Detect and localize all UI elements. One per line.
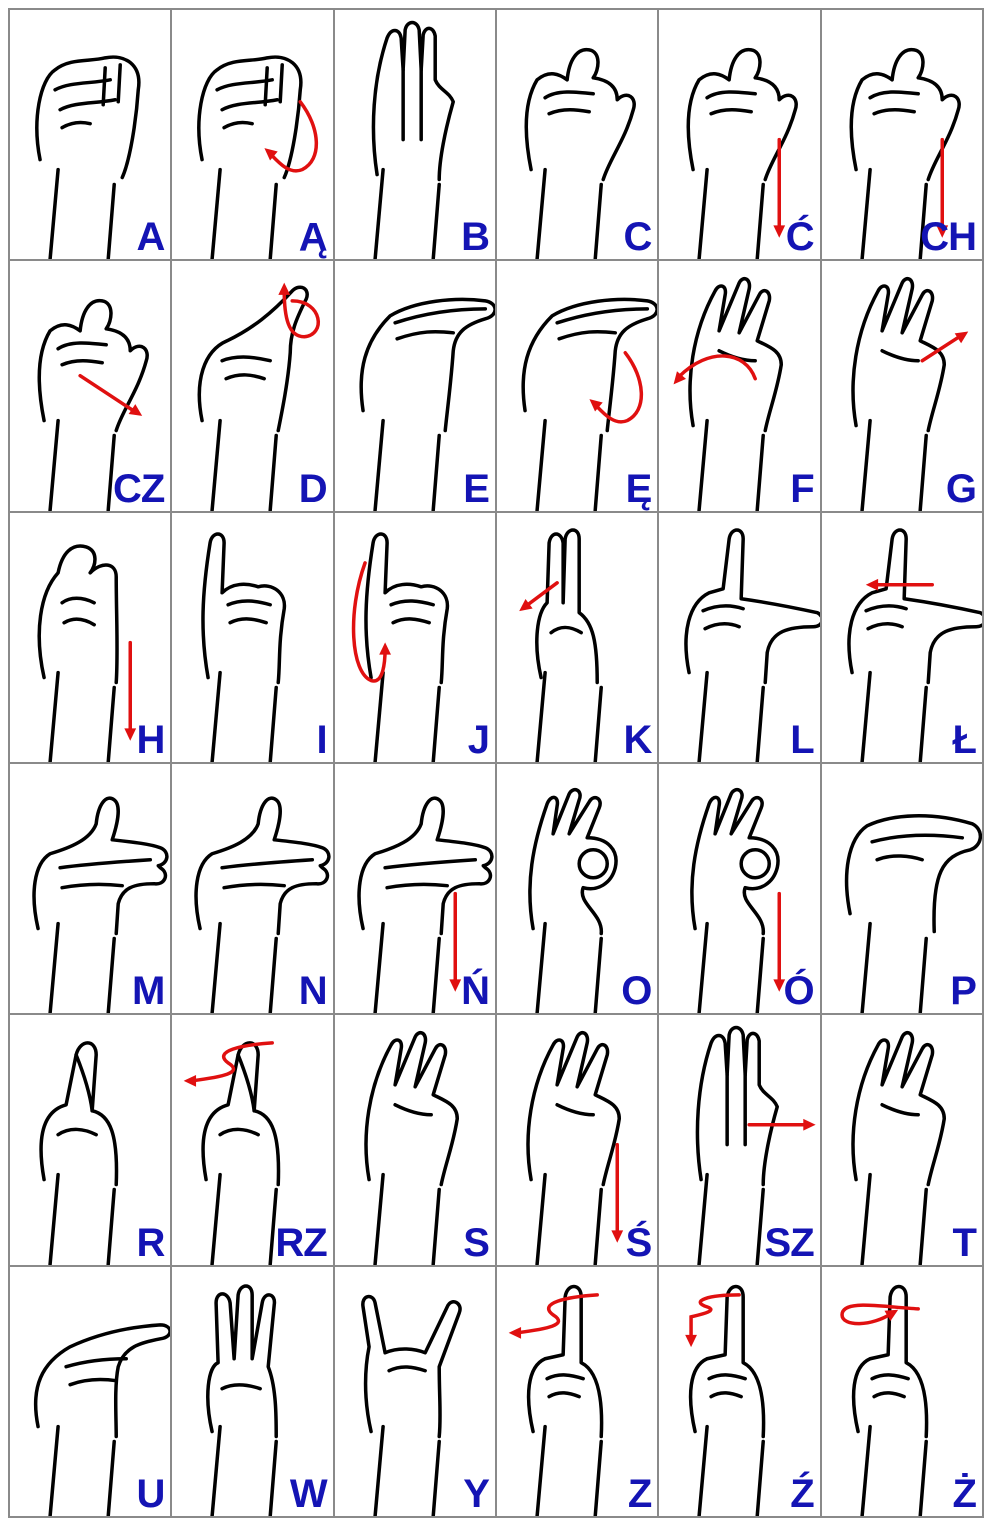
sign-cell (659, 261, 821, 512)
letter-label: Ą (298, 215, 327, 260)
hand-sign-illustration (172, 513, 332, 762)
letter-label: Ź (790, 1471, 814, 1516)
letter-label: N (298, 969, 327, 1014)
sign-cell (172, 513, 334, 764)
letter-label: K (623, 717, 652, 762)
sign-cell (10, 764, 172, 1015)
sign-cell (10, 261, 172, 512)
letter-label: CH (920, 215, 976, 260)
letter-label: Y (463, 1471, 489, 1516)
letter-label: Ń (461, 969, 489, 1014)
sign-cell (822, 513, 984, 764)
sign-cell (335, 10, 497, 261)
sign-cell (497, 764, 659, 1015)
sign-cell (822, 764, 984, 1015)
letter-label: I (316, 717, 327, 762)
letter-label: Ó (783, 969, 814, 1014)
sign-cell (335, 1267, 497, 1518)
sign-cell (172, 1267, 334, 1518)
letter-label: U (136, 1471, 165, 1516)
sign-cell (10, 1267, 172, 1518)
sign-cell (172, 10, 334, 261)
sign-cell (10, 10, 172, 261)
letter-label: D (298, 466, 327, 511)
sign-cell (822, 1015, 984, 1266)
letter-label: RZ (275, 1220, 327, 1265)
sign-cell (172, 261, 334, 512)
letter-label: SZ (764, 1220, 814, 1265)
letter-label: Ł (952, 717, 976, 762)
sign-cell (497, 261, 659, 512)
letter-label: L (790, 717, 814, 762)
sign-cell (497, 1015, 659, 1266)
sign-cell (822, 10, 984, 261)
letter-label: F (790, 466, 814, 511)
letter-label: T (952, 1220, 976, 1265)
sign-cell (335, 261, 497, 512)
letter-label: E (463, 466, 489, 511)
letter-label: G (945, 466, 976, 511)
letter-label: B (461, 215, 489, 260)
letter-label: H (136, 717, 165, 762)
letter-label: C (623, 215, 652, 260)
sign-cell (659, 1267, 821, 1518)
letter-label: M (132, 969, 165, 1014)
sign-cell (659, 513, 821, 764)
sign-cell (172, 764, 334, 1015)
letter-label: S (463, 1220, 489, 1265)
sign-cell (659, 10, 821, 261)
letter-label: P (950, 969, 976, 1014)
letter-label: Ś (625, 1220, 652, 1265)
sign-cell (172, 1015, 334, 1266)
sign-cell (10, 513, 172, 764)
letter-label: R (136, 1220, 165, 1265)
sign-cell (659, 1015, 821, 1266)
letter-label: O (621, 969, 652, 1014)
sign-cell (335, 1015, 497, 1266)
letter-label: Ć (785, 215, 814, 260)
sign-cell (335, 764, 497, 1015)
sign-cell (497, 513, 659, 764)
sign-cell (822, 1267, 984, 1518)
alphabet-grid (8, 8, 984, 1518)
letter-label: Ż (952, 1471, 976, 1516)
sign-cell (497, 10, 659, 261)
letter-label: J (467, 717, 489, 762)
letter-label: CZ (113, 466, 165, 511)
sign-cell (335, 513, 497, 764)
letter-label: W (289, 1471, 327, 1516)
letter-label: Ę (625, 466, 652, 511)
sign-cell (822, 261, 984, 512)
letter-label: Z (627, 1471, 652, 1516)
sign-cell (10, 1015, 172, 1266)
letter-label: A (136, 215, 165, 260)
sign-cell (659, 764, 821, 1015)
sign-cell (497, 1267, 659, 1518)
